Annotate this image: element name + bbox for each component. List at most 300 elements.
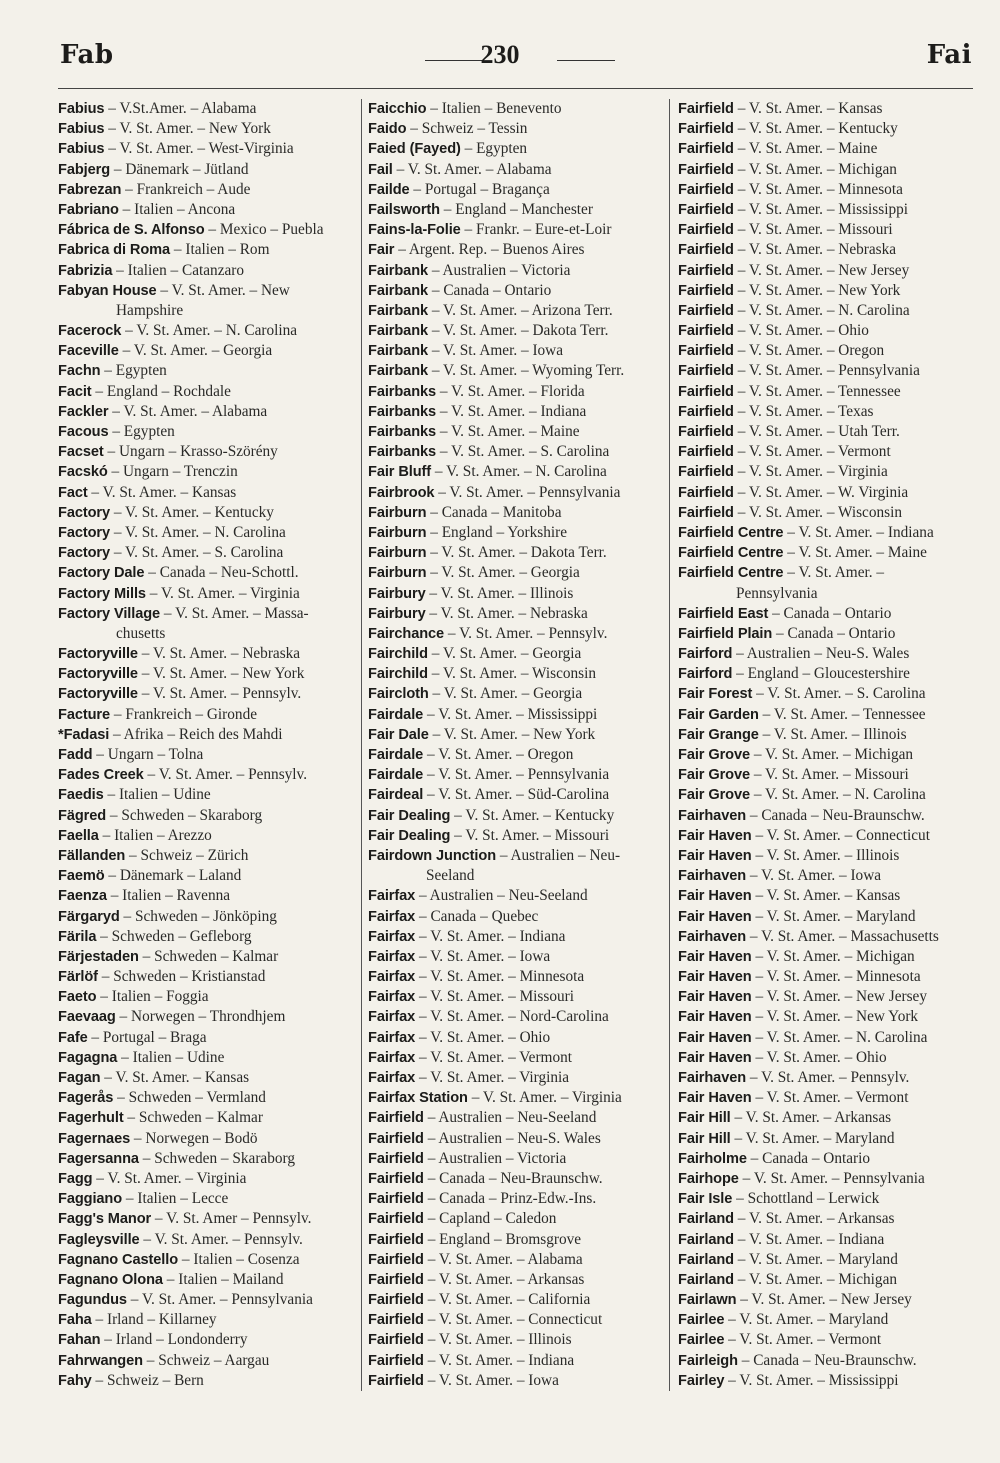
- entry-headword: Fabius: [58, 121, 105, 138]
- entry-headword: Fairbank: [368, 302, 429, 319]
- gazetteer-entry: [678, 967, 978, 987]
- entry-location: – Australien – Victoria: [423, 1149, 567, 1167]
- entry-location: – V. St. Amer. – Connecticut: [423, 1311, 603, 1329]
- gazetteer-entry: [678, 1230, 978, 1250]
- gazetteer-entry: [368, 927, 668, 947]
- gazetteer-entry: [368, 765, 668, 785]
- entry-location: – V. St. Amer. – Oregon: [423, 746, 574, 763]
- gazetteer-entry: [368, 382, 668, 402]
- entry-headword: Fairburn: [368, 524, 427, 541]
- entry-headword: Fairdale: [368, 767, 424, 784]
- gazetteer-entry: [58, 846, 358, 866]
- gazetteer-entry: [678, 927, 978, 947]
- header-rule: [58, 88, 973, 89]
- column-1: [58, 99, 358, 1391]
- entry-headword: Fairhaven: [678, 1070, 747, 1086]
- gazetteer-entry: [368, 1189, 668, 1209]
- entry-headword: Fairhaven: [678, 868, 747, 885]
- gazetteer-entry: [58, 967, 358, 987]
- entry-headword: Fairbrook: [368, 484, 435, 501]
- entry-location: – V. St. Amer. – Pennsylv.: [444, 624, 608, 642]
- entry-location: – V. St. Amer. – Minnesota: [415, 968, 585, 986]
- gazetteer-entry: [678, 200, 978, 220]
- gazetteer-entry: [678, 1007, 978, 1027]
- entry-headword: Faggiano: [58, 1191, 123, 1208]
- gazetteer-entry: [58, 1290, 358, 1310]
- entry-headword: Fairlee: [678, 1312, 725, 1329]
- entry-headword: Fairfield: [368, 1332, 424, 1349]
- entry-headword: Fairfield: [678, 484, 734, 501]
- gazetteer-entry: [678, 1108, 978, 1128]
- entry-headword: Fail: [368, 161, 393, 178]
- gazetteer-entry: [678, 1189, 978, 1209]
- gazetteer-entry: [58, 765, 358, 785]
- entry-headword: Fair Hill: [678, 1110, 731, 1127]
- entry-location: – V. St. Amer. – Indiana: [415, 927, 566, 945]
- entry-location: – Australien – Neu-Seeland: [423, 1109, 597, 1127]
- entry-location: – V. St. Amer. – N. Carolina: [750, 786, 926, 804]
- entry-headword: Fagersanna: [58, 1150, 139, 1167]
- gazetteer-entry: [58, 1068, 358, 1088]
- gazetteer-entry: [368, 1068, 668, 1088]
- gazetteer-entry: [678, 543, 978, 563]
- entry-headword: Fairland: [678, 1271, 734, 1288]
- entry-location: – V. St. Amer. – Iowa: [746, 867, 882, 885]
- entry-headword: Faevaag: [58, 1009, 116, 1026]
- gazetteer-entry: [58, 826, 358, 846]
- entry-headword: Fairfax: [368, 908, 416, 925]
- gazetteer-entry: [58, 1230, 358, 1250]
- entry-headword: Fairfield: [368, 1352, 424, 1369]
- gazetteer-entry: [678, 422, 978, 442]
- gazetteer-entry: [678, 705, 978, 725]
- entry-location: – V. St. Amer. – Vermont: [724, 1331, 882, 1349]
- entry-location: – V. St. Amer. – Georgia: [118, 342, 273, 360]
- gazetteer-entry: [368, 1310, 668, 1330]
- entry-location: – Schottland – Lerwick: [732, 1190, 880, 1208]
- entry-headword: Fairfield: [678, 121, 734, 138]
- entry-location: – V. St. Amer. – N. Carolina: [110, 523, 286, 541]
- entry-headword: Faircloth: [368, 686, 429, 703]
- gazetteer-entry: [58, 1351, 358, 1371]
- entry-location: – V. St. Amer. – Maine: [783, 544, 927, 562]
- gazetteer-entry: [678, 1068, 978, 1088]
- gazetteer-entry: [368, 180, 668, 200]
- entry-location: – Canada – Ontario: [428, 281, 552, 299]
- gazetteer-entry: [368, 563, 668, 583]
- entry-location: – V. St. Amer. – N. Carolina: [431, 463, 607, 481]
- entry-headword: Fair Haven: [678, 1009, 752, 1026]
- gazetteer-entry: [368, 987, 668, 1007]
- entry-headword: Faeto: [58, 989, 97, 1006]
- entry-headword: Fairfield: [368, 1372, 424, 1389]
- gazetteer-entry: [678, 806, 978, 826]
- gazetteer-entry: [678, 462, 978, 482]
- entry-headword: Fairfax: [368, 989, 416, 1006]
- entry-location: – V. St. Amer. – Nebraska: [733, 241, 897, 259]
- entry-location: – V. St. Amer. – Illinois: [758, 725, 907, 743]
- entry-headword: Fairfield: [368, 1271, 424, 1288]
- entry-headword: Fair Grange: [678, 726, 759, 743]
- entry-location: – Italien – Catanzaro: [112, 261, 245, 279]
- gazetteer-entry: [368, 1250, 668, 1270]
- gazetteer-entry: [58, 987, 358, 1007]
- entry-headword: Fairfield: [678, 282, 734, 299]
- entry-location: – V. St. Amer. – Michigan: [751, 947, 915, 965]
- entry-location: – V. St. Amer. – New York: [104, 120, 271, 138]
- entry-location: – V. St. Amer. – Arizona Terr.: [428, 301, 613, 319]
- entry-headword: Fairfield: [678, 403, 734, 420]
- entry-location: – V. St. Amer. – New Jersey: [751, 988, 927, 1006]
- entry-location: – V. St. Amer. – Minnesota: [733, 180, 903, 198]
- entry-headword: Faceville: [58, 343, 119, 360]
- entry-headword: Faedis: [58, 787, 104, 804]
- entry-headword: Fairfield: [678, 141, 734, 158]
- gazetteer-entry: [678, 765, 978, 785]
- entry-continuation: [368, 866, 668, 886]
- entry-location: – V. St. Amer. – Mississippi: [733, 200, 908, 218]
- entry-headword: Fair Dealing: [368, 827, 451, 844]
- entry-location: – V.St.Amer. – Alabama: [104, 100, 257, 117]
- entry-location: – V. St. Amer. – Kansas: [751, 887, 901, 905]
- gazetteer-entry: [58, 119, 358, 139]
- gazetteer-entry: [678, 1351, 978, 1371]
- entry-headword: Fairfield: [368, 1191, 424, 1208]
- entry-location: – V. St. Amer. – Kentucky: [733, 120, 898, 138]
- gazetteer-entry: [678, 180, 978, 200]
- entry-headword: Fagundus: [58, 1292, 127, 1309]
- entry-headword: Fairland: [678, 1231, 734, 1248]
- entry-location: – Canada – Neu-Braunschw.: [423, 1169, 603, 1187]
- entry-continuation-text: Hampshire: [116, 301, 184, 319]
- gazetteer-entry: [678, 745, 978, 765]
- entry-headword: Fairchild: [368, 646, 428, 663]
- entry-headword: Fackler: [58, 403, 109, 420]
- gazetteer-entry: [58, 382, 358, 402]
- entry-headword: Färgaryd: [58, 908, 120, 925]
- entry-headword: Fagleysville: [58, 1231, 140, 1248]
- gazetteer-entry: [58, 361, 358, 381]
- entry-headword: Fair Grove: [678, 787, 750, 804]
- entry-headword: Fabrizia: [58, 262, 113, 279]
- gazetteer-entry: [58, 1007, 358, 1027]
- entry-location: – V. St. Amer. – Alabama: [392, 160, 552, 178]
- entry-location: – V. St. Amer. – Alabama: [108, 402, 268, 420]
- entry-location: – Egypten: [100, 362, 167, 380]
- entry-location: – Schweden – Jönköping: [119, 907, 277, 925]
- entry-location: – V. St. Amer. –: [783, 564, 885, 582]
- entry-headword: Fabrezan: [58, 181, 122, 198]
- entry-location: – V. St. Amer. – S. Carolina: [110, 544, 284, 562]
- entry-headword: Fahrwangen: [58, 1352, 143, 1369]
- gazetteer-entry: [678, 240, 978, 260]
- entry-headword: Fairfax: [368, 948, 416, 965]
- entry-headword: Fairfield: [678, 363, 734, 380]
- entry-location: – V. St. Amer. – Nebraska: [137, 645, 301, 663]
- entry-location: – Norwegen – Throndhjem: [115, 1008, 286, 1026]
- gazetteer-entry: [678, 99, 978, 119]
- entry-headword: Factory Mills: [58, 585, 146, 602]
- entry-location: – V. St. Amer. – Virginia: [415, 1069, 570, 1086]
- entry-location: – V. St. Amer. – Missouri: [733, 221, 893, 239]
- gazetteer-entry: [58, 99, 358, 119]
- gazetteer-entry: [58, 684, 358, 704]
- entry-location: – V. St. Amer. – Vermont: [733, 443, 891, 461]
- entry-headword: Fairburn: [368, 504, 427, 521]
- entry-headword: Fair Hill: [678, 1130, 731, 1147]
- entry-location: – Dänemark – Laland: [104, 867, 242, 885]
- entry-headword: Facset: [58, 444, 104, 461]
- entry-headword: Fairlee: [678, 1332, 725, 1349]
- entry-headword: Fairchance: [368, 625, 445, 642]
- entry-headword: Fairdown Junction: [368, 847, 497, 864]
- entry-location: – Schweden – Kristianstad: [97, 968, 266, 986]
- entry-headword: Fairbanks: [368, 444, 437, 461]
- entry-headword: Fairfield: [678, 323, 734, 340]
- entry-location: – V. St. Amer. – Ohio: [733, 322, 869, 340]
- entry-headword: Fairleigh: [678, 1352, 738, 1369]
- entry-headword: Fairbury: [368, 585, 426, 602]
- entry-headword: Failsworth: [368, 201, 440, 218]
- entry-headword: Fair Haven: [678, 847, 752, 864]
- entry-headword: Factory: [58, 504, 111, 521]
- gazetteer-entry: [368, 725, 668, 745]
- entry-location: – V. St. Amer. – Indiana: [733, 1230, 885, 1248]
- entry-headword: Fades Creek: [58, 767, 144, 784]
- entry-location: – Mexico – Puebla: [204, 221, 324, 239]
- gazetteer-entry: [368, 1149, 668, 1169]
- entry-location: – England – Rochdale: [91, 382, 231, 400]
- entry-headword: Fair Haven: [678, 827, 752, 844]
- entry-location: – V. St. Amer. – Utah Terr.: [733, 423, 900, 440]
- entry-headword: Fairbank: [368, 282, 429, 299]
- gazetteer-entry: [368, 1290, 668, 1310]
- entry-headword: Fairfield: [368, 1130, 424, 1147]
- entry-location: – V. St. Amer. – N. Carolina: [121, 322, 298, 340]
- entry-location: – Australien – Neu-S. Wales: [423, 1129, 601, 1147]
- gazetteer-entry: [678, 664, 978, 684]
- entry-location: – V. St. Amer. – Oregon: [733, 342, 885, 360]
- gazetteer-entry: [678, 483, 978, 503]
- gazetteer-entry: [58, 1330, 358, 1350]
- gazetteer-entry: [58, 321, 358, 341]
- gazetteer-entry: [678, 1250, 978, 1270]
- entry-location: – V. St. Amer. – Massa-: [160, 604, 309, 622]
- gazetteer-entry: [678, 947, 978, 967]
- gazetteer-entry: [368, 160, 668, 180]
- column-separator-1: [361, 99, 362, 1391]
- gazetteer-entry: [678, 1028, 978, 1048]
- entry-location: – V. St. Amer. – Maryland: [730, 1129, 895, 1147]
- entry-headword: Fair Isle: [678, 1191, 733, 1208]
- gazetteer-entry: [58, 563, 358, 583]
- entry-headword: Fairfield Centre: [678, 565, 784, 582]
- entry-location: – Schweden – Skaraborg: [138, 1149, 295, 1167]
- entry-headword: Färlöf: [58, 969, 98, 986]
- entry-location: – Schweden – Vermland: [113, 1089, 266, 1107]
- entry-location: – Italien – Foggia: [96, 988, 209, 1006]
- entry-location: – V. St. Amer. – Pennsylvania: [738, 1169, 925, 1187]
- gazetteer-entry: [58, 200, 358, 220]
- entry-headword: Fairfield: [368, 1110, 424, 1127]
- entry-headword: Fagg's Manor: [58, 1211, 152, 1228]
- gazetteer-entry: [678, 1088, 978, 1108]
- entry-location: – Schweden – Kalmar: [138, 947, 279, 965]
- entry-location: – V. St. Amer. – Iowa: [428, 342, 564, 360]
- entry-location: – V. St. Amer. – S. Carolina: [436, 443, 610, 461]
- gazetteer-entry: [368, 644, 668, 664]
- entry-location: – Schweiz – Aargau: [142, 1351, 270, 1369]
- entry-location: – V. St. Amer. – Georgia: [428, 685, 583, 703]
- entry-headword: Fairburn: [368, 565, 427, 582]
- header-right-catchword: Fai: [926, 40, 972, 70]
- gazetteer-entry: [58, 725, 358, 745]
- entry-headword: Fahy: [58, 1372, 92, 1389]
- entry-headword: Fagnano Olona: [58, 1271, 163, 1288]
- entry-headword: Fairfield: [678, 444, 734, 461]
- gazetteer-entry: [368, 200, 668, 220]
- entry-location: – England – Bromsgrove: [423, 1230, 582, 1248]
- entry-headword: Fagg: [58, 1170, 93, 1187]
- gazetteer-entry: [58, 261, 358, 281]
- gazetteer-entry: [368, 1270, 668, 1290]
- entry-headword: Fägred: [58, 807, 107, 824]
- page-number: 230: [480, 40, 520, 69]
- gazetteer-entry: [58, 947, 358, 967]
- gazetteer-entry: [58, 806, 358, 826]
- entry-location: – V. St. Amer. – N. Carolina: [751, 1028, 928, 1046]
- gazetteer-entry: [58, 523, 358, 543]
- entry-location: – V. St. Amer. – Pennsylvania: [126, 1291, 313, 1309]
- entry-location: – England – Manchester: [439, 200, 593, 218]
- entry-headword: Fagerhult: [58, 1110, 124, 1127]
- entry-headword: Fair: [368, 242, 395, 259]
- entry-location: – Frankr. – Eure-et-Loir: [460, 221, 612, 239]
- entry-headword: Fairbanks: [368, 424, 437, 440]
- entry-headword: Fair Bluff: [368, 464, 432, 481]
- entry-continuation: [58, 301, 358, 321]
- entry-headword: Fair Grove: [678, 747, 750, 763]
- entry-headword: Factory Dale: [58, 565, 145, 582]
- entry-headword: Fällanden: [58, 847, 126, 864]
- entry-location: – V. St. Amer. – Virginia: [145, 584, 300, 602]
- entry-headword: Failde: [368, 181, 410, 198]
- gazetteer-entry: [58, 584, 358, 604]
- entry-location: – Argent. Rep. – Buenos Aires: [394, 241, 585, 259]
- entry-location: – V. St. Amer. – Tennessee: [758, 705, 926, 723]
- entry-headword: Fairfield: [678, 464, 734, 481]
- gazetteer-entry: [678, 785, 978, 805]
- entry-headword: Facous: [58, 424, 109, 440]
- entry-location: – Canada – Neu-Braunschw.: [746, 806, 925, 824]
- entry-headword: Fair Dealing: [368, 807, 451, 824]
- gazetteer-entry: [58, 644, 358, 664]
- gazetteer-entry: [368, 1230, 668, 1250]
- entry-location: – V. St. Amer. – W. Virginia: [733, 483, 909, 501]
- entry-location: – V. St. Amer. – Vermont: [415, 1048, 572, 1066]
- gazetteer-entry: [58, 139, 358, 159]
- entry-headword: Fairfax: [368, 1049, 416, 1066]
- entry-location: – Capland – Caledon: [423, 1210, 557, 1228]
- entry-location: – V. St. Amer. – Alabama: [423, 1250, 583, 1268]
- entry-headword: Facskó: [58, 464, 108, 481]
- entry-headword: Färila: [58, 928, 97, 945]
- entry-location: – V. St. Amer. – Georgia: [427, 645, 582, 663]
- entry-headword: Fairdale: [368, 747, 424, 763]
- entry-location: – Canada – Ontario: [746, 1149, 871, 1167]
- gazetteer-entry: [678, 866, 978, 886]
- entry-location: – V. St. Amer. – Kansas: [733, 100, 883, 117]
- gazetteer-entry: [678, 261, 978, 281]
- entry-headword: Fabriano: [58, 201, 119, 218]
- entry-headword: Fafe: [58, 1029, 88, 1046]
- entry-location: – V. St. Amer. – Wyoming Terr.: [428, 362, 625, 380]
- entry-location: – V. St. Amer. – New: [156, 281, 290, 299]
- gazetteer-entry: [368, 1028, 668, 1048]
- gazetteer-entry: [368, 261, 668, 281]
- gazetteer-entry: [368, 543, 668, 563]
- entry-location: – Canada – Ontario: [768, 604, 892, 622]
- gazetteer-entry: [368, 361, 668, 381]
- entry-headword: Fábrica de S. Alfonso: [58, 222, 205, 239]
- gazetteer-entry: [678, 382, 978, 402]
- entry-headword: Faha: [58, 1312, 92, 1329]
- gazetteer-entry: [368, 341, 668, 361]
- entry-headword: Fairfax: [368, 1029, 416, 1046]
- entry-headword: Fagnano Castello: [58, 1251, 179, 1268]
- gazetteer-entry: [368, 624, 668, 644]
- entry-headword: Fairbury: [368, 605, 426, 622]
- entry-headword: Fairland: [678, 1251, 734, 1268]
- gazetteer-entry: [368, 119, 668, 139]
- entry-location: – England – Gloucestershire: [732, 665, 910, 683]
- entry-headword: Fair Haven: [678, 1090, 752, 1107]
- gazetteer-entry: [368, 483, 668, 503]
- entry-headword: Fairfield Centre: [678, 524, 784, 541]
- entry-location: – Australien – Neu-S. Wales: [732, 645, 910, 663]
- entry-headword: Factory: [58, 545, 111, 562]
- entry-location: – V. St. Amer. – Tennessee: [733, 382, 901, 400]
- entry-location: – Canada – Neu-Schottl.: [144, 564, 299, 582]
- gazetteer-entry: [368, 967, 668, 987]
- gazetteer-entry: [678, 604, 978, 624]
- gazetteer-entry: [368, 785, 668, 805]
- entry-location: – V. St. Amer. – Kentucky: [450, 806, 615, 824]
- entry-headword: Fairfield: [678, 383, 734, 400]
- entry-headword: Fairholme: [678, 1150, 747, 1167]
- gazetteer-entry: [58, 1189, 358, 1209]
- gazetteer-entry: [678, 1330, 978, 1350]
- gazetteer-entry: [678, 624, 978, 644]
- entry-headword: Fairfield Centre: [678, 545, 784, 562]
- entry-headword: Fairfield: [368, 1292, 424, 1309]
- entry-headword: Factory: [58, 524, 111, 541]
- entry-headword: Fairfax Station: [368, 1090, 468, 1107]
- gazetteer-entry: [58, 927, 358, 947]
- gazetteer-entry: [678, 1149, 978, 1169]
- entry-location: – Italien – Ancona: [118, 200, 236, 218]
- entry-headword: Fairfield: [678, 101, 734, 117]
- entry-location: – V. St. Amer. – Maine: [436, 423, 580, 440]
- gazetteer-entry: [58, 483, 358, 503]
- gazetteer-entry: [678, 1048, 978, 1068]
- entry-headword: Fairchild: [368, 666, 428, 683]
- entry-location: – Schweden – Kalmar: [123, 1109, 263, 1127]
- entry-headword: Faido: [368, 121, 407, 138]
- entry-location: – V. St. Amer. – New Jersey: [733, 261, 910, 279]
- entry-location: – V. St. Amer. – Minnesota: [751, 968, 921, 986]
- entry-location: – V. St. Amer. – Virginia: [92, 1169, 247, 1187]
